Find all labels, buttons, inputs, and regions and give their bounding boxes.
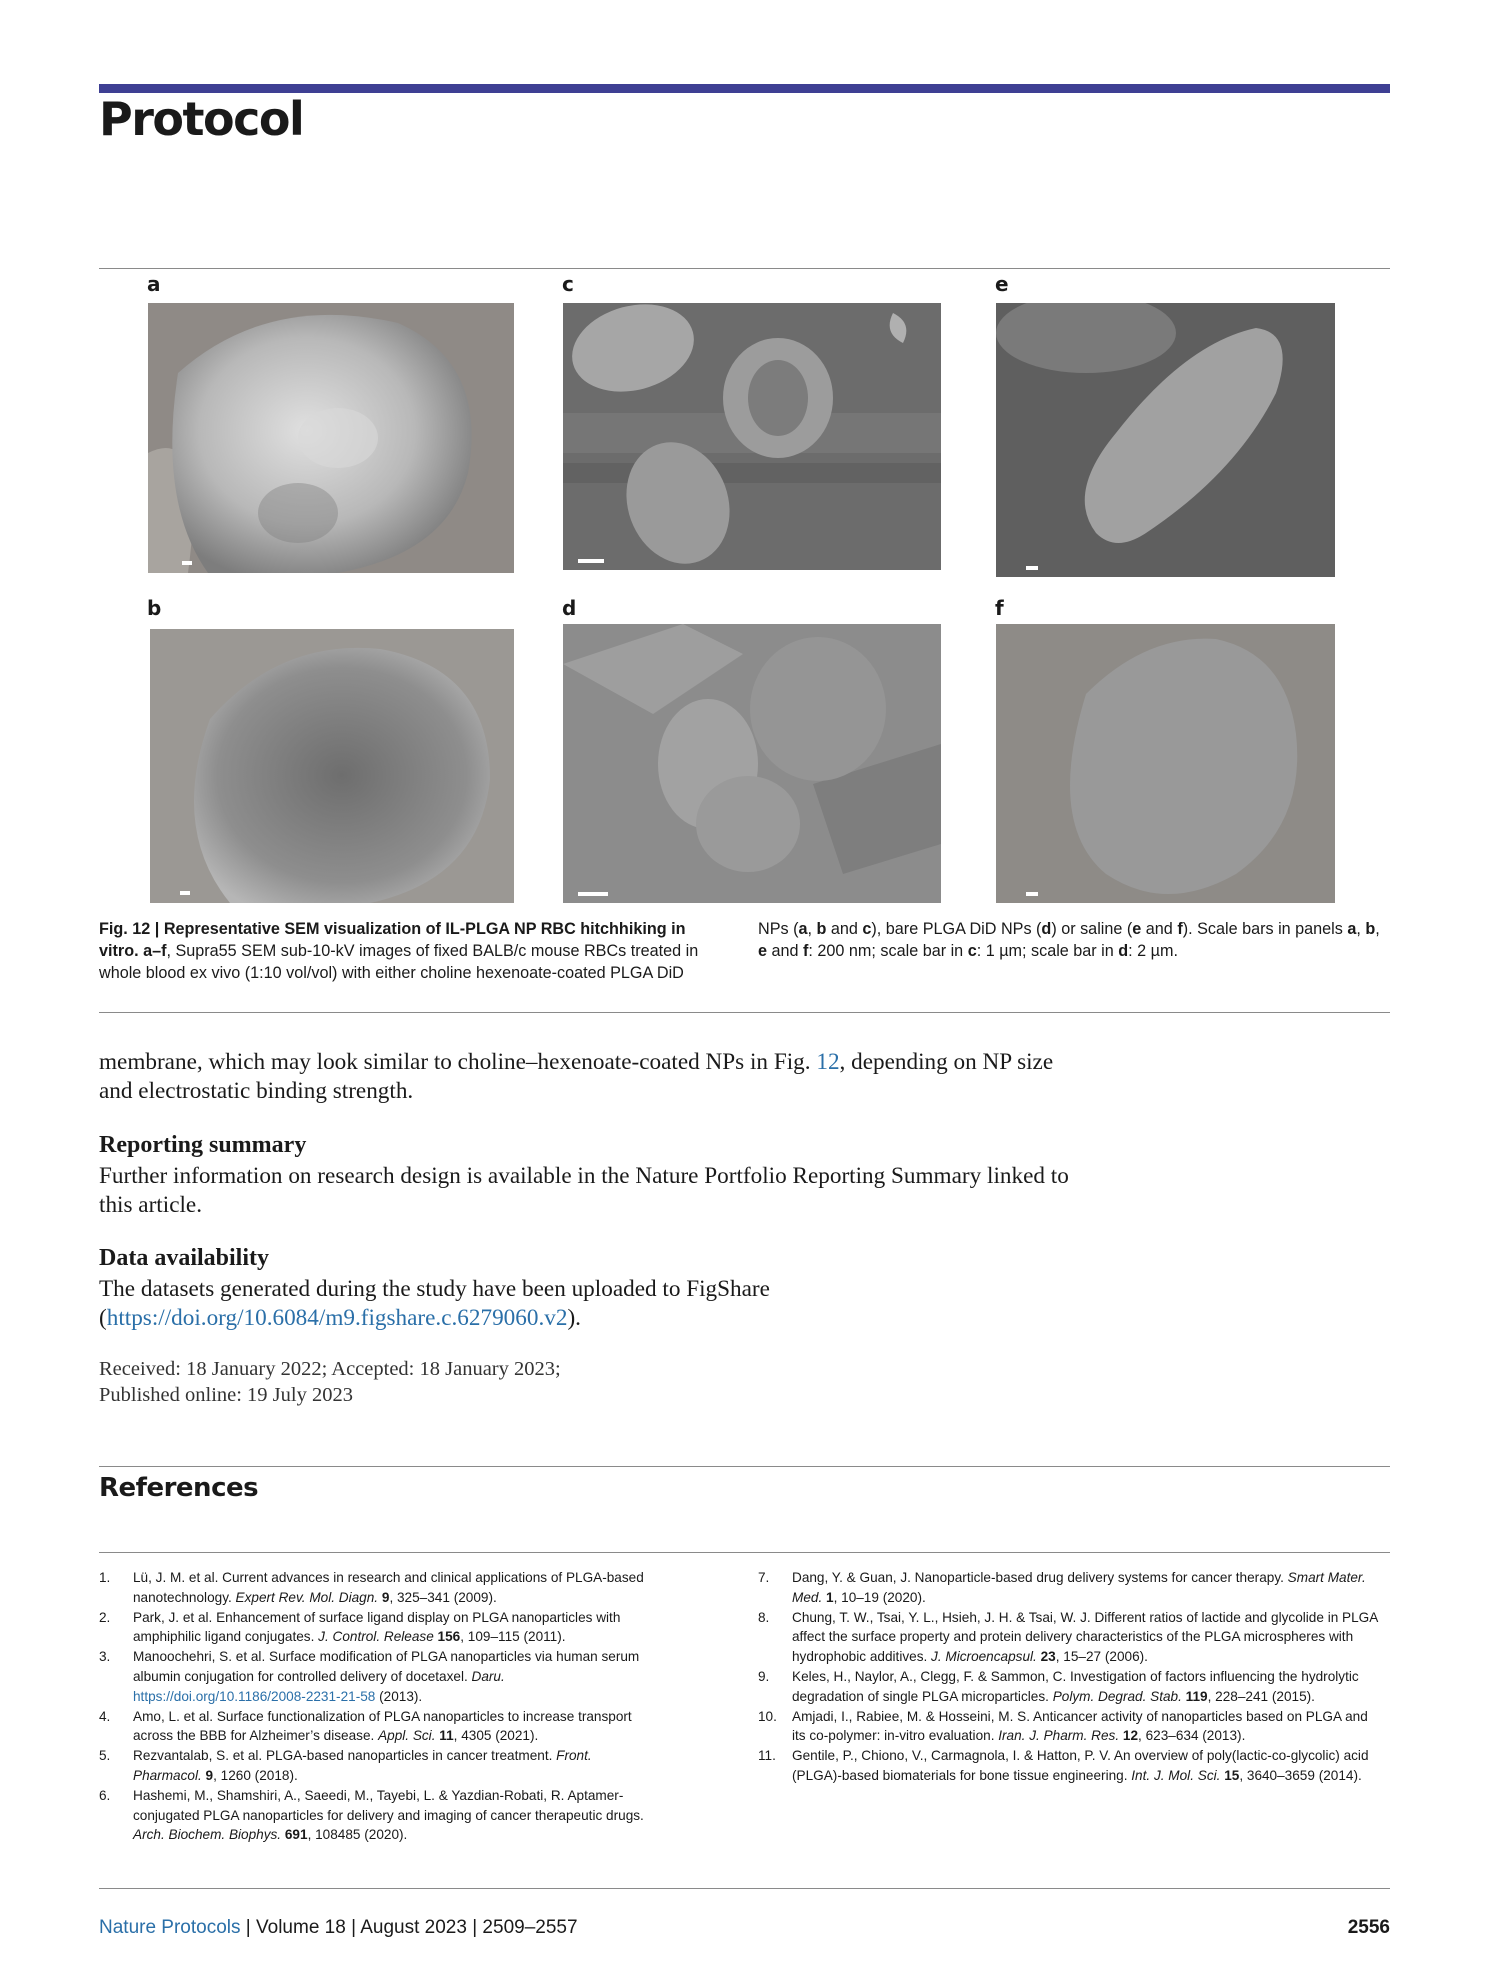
reference-item: 9. Keles, H., Naylor, A., Clegg, F. & Sammon, C. Investigation of factors influencing the hydrolytic degradation of single PLGA microparticles. Polym. Degrad. Stab. 119, 228–241 (2015). (758, 1668, 1359, 1704)
figure-bottom-rule (99, 1012, 1390, 1013)
reference-item: 8. Chung, T. W., Tsai, Y. L., Hsieh, J. H. & Tsai, W. J. Different ratios of lactide and glycolide in PLGA affect the surface property and protein delivery characteristics of the PLGA microspheres with hydrophobic additives. J. Microencapsul. 23, 15–27 (2006). (758, 1609, 1378, 1665)
panel-label-b: b (147, 596, 162, 620)
reference-doi-link[interactable]: https://doi.org/10.1186/2008-2231-21-58 (133, 1688, 376, 1704)
footer-rule (99, 1888, 1390, 1889)
figure-top-rule (99, 268, 1390, 269)
panel-c-sem-image (563, 303, 941, 570)
panel-d-sem-image (563, 624, 941, 903)
reference-item: 10. Amjadi, I., Rabiee, M. & Hosseini, M. S. Anticancer activity of nanoparticles based on PLGA and its co-polymer: in-vitro evaluation. Iran. J. Pharm. Res. 12, 623–634 (2013). (758, 1708, 1368, 1744)
caption-fig-label: Fig. 12 (99, 920, 151, 938)
reporting-summary-text: Further information on research design is available in the Nature Portfolio Reporting Summary linked to this article. (99, 1163, 1069, 1218)
references-title: References (99, 1473, 259, 1503)
panel-b-sem-image (150, 629, 514, 903)
reference-item: 3. Manoochehri, S. et al. Surface modification of PLGA nanoparticles via human serum albumin conjugation for controlled delivery of docetaxel. Daru. https://doi.org/10.1186/2008-2231-21-58 (2013). (99, 1649, 640, 1704)
panel-a-sem-image (148, 303, 514, 573)
body-paragraph-1: membrane, which may look similar to choline–hexenoate-coated NPs in Fig. 12, depending on NP size and electrostatic binding strength. (99, 1049, 1054, 1104)
page-number: 2556 (1347, 1917, 1390, 1938)
data-availability-text: The datasets generated during the study have been uploaded to FigShare (https://doi.org/10.6084/m9.figshare.c.6279060.v2). (99, 1276, 770, 1331)
section-title: Protocol (99, 92, 304, 146)
reference-item: 5. Rezvantalab, S. et al. PLGA-based nanoparticles in cancer treatment. Front. Pharmacol. 9, 1260 (2018). (99, 1748, 592, 1783)
panel-label-e: e (995, 272, 1009, 296)
footer-details: | Volume 18 | August 2023 | 2509–2557 (240, 1917, 578, 1938)
caption-separator: | (150, 920, 164, 938)
figure-12-link[interactable]: 12 (816, 1049, 840, 1075)
reference-item: 2. Park, J. et al. Enhancement of surface ligand display on PLGA nanoparticles with amphiphilic ligand conjugates. J. Control. Release 156, 109–115 (2011). (99, 1609, 621, 1645)
received-line-2: Published online: 19 July 2023 (99, 1384, 353, 1406)
figshare-link[interactable]: https://doi.org/10.6084/m9.figshare.c.6279060.v2 (106, 1305, 568, 1331)
reference-item: 11. Gentile, P., Chiono, V., Carmagnola, I. & Hatton, P. V. An overview of poly(lactic-co-glycolic) acid (PLGA)-based biomaterials for bone tissue engineering. Int. J. Mol. Sci. 15, 3640–3659 (2014). (758, 1748, 1369, 1783)
figure-caption-right: NPs (a, b and c), bare PLGA DiD NPs (d) or saline (e and f). Scale bars in panels a, b, e and f: 200 nm; scale bar in c: 1 µm; scale bar in d: 2 µm. (758, 920, 1380, 960)
footer-journal-name: Nature Protocols (99, 1917, 241, 1938)
caption-range: a–f (138, 942, 167, 960)
figure-caption-left (99, 918, 719, 984)
reference-item: 1. Lü, J. M. et al. Current advances in research and clinical applications of PLGA-based nanotechnology. Expert Rev. Mol. Diagn. 9, 325–341 (2009). (99, 1570, 644, 1605)
panel-f-sem-image (996, 624, 1335, 903)
reference-item: 6. Hashemi, M., Shamshiri, A., Saeedi, M., Tayebi, L. & Yazdian-Robati, R. Aptamer-conjugated PLGA nanoparticles for delivery and imaging of cancer therapeutic drugs. Arch. Biochem. Biophys. 691, 108485 (2020). (99, 1787, 644, 1843)
panel-label-d: d (562, 596, 577, 620)
panel-e-sem-image (996, 303, 1335, 577)
data-availability-heading: Data availability (99, 1245, 270, 1271)
panel-label-c: c (562, 272, 574, 296)
caption-text-left: , Supra55 SEM sub-10-kV images of fixed BALB/c mouse RBCs treated in whole blood ex vivo (1:10 vol/vol) with either choline hexenoate-coated PLGA DiD (99, 942, 699, 982)
references-top-rule (99, 1466, 1390, 1467)
panel-label-f: f (995, 596, 1004, 620)
caption-title: Representative SEM visualization of IL-PLGA NP RBC hitchhiking in vitro. (99, 920, 686, 960)
reporting-summary-heading: Reporting summary (99, 1132, 307, 1158)
reference-item: 4. Amo, L. et al. Surface functionalization of PLGA nanoparticles to increase transport across the BBB for Alzheimer’s disease. Appl. Sci. 11, 4305 (2021). (99, 1708, 632, 1744)
received-line-1: Received: 18 January 2022; Accepted: 18 January 2023; (99, 1358, 561, 1380)
reference-item: 7. Dang, Y. & Guan, J. Nanoparticle-based drug delivery systems for cancer therapy. Smart Mater. Med. 1, 10–19 (2020). (758, 1570, 1366, 1605)
panel-label-a: a (147, 272, 161, 296)
references-left-column (99, 1568, 659, 1845)
references-divider (99, 1552, 1390, 1553)
references-right-column (758, 1568, 1378, 1786)
footer-citation (99, 1917, 578, 1939)
